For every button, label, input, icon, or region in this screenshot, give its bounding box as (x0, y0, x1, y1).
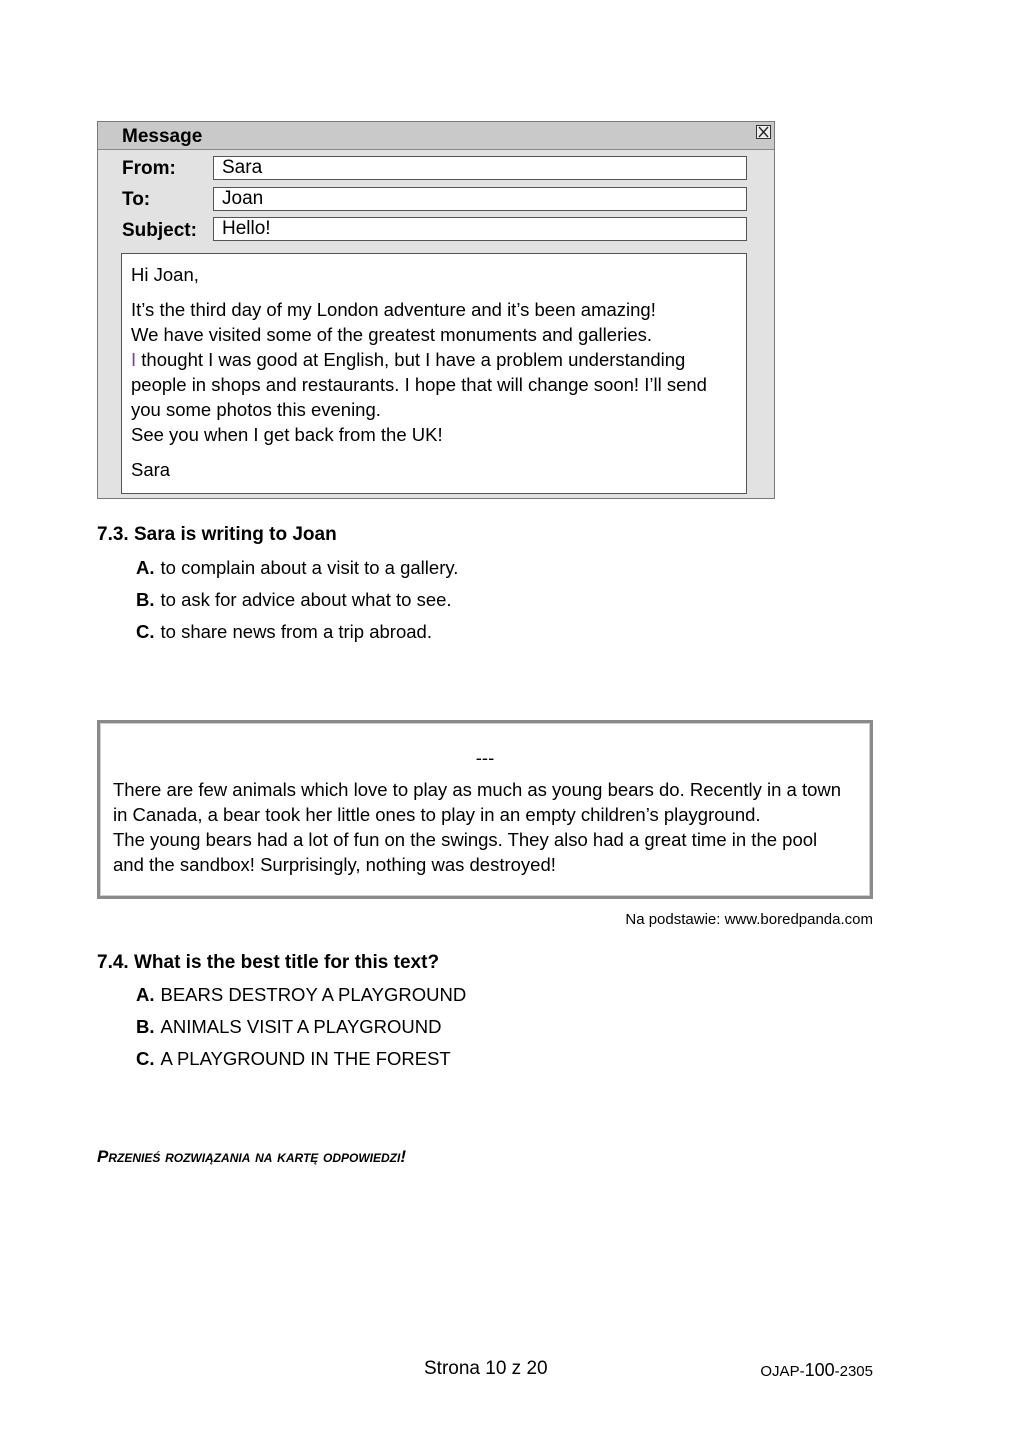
reading-line: in Canada, a bear took her little ones to play in an empty children’s playground. (113, 804, 761, 825)
email-window (97, 121, 775, 499)
email-greeting: Hi Joan, (131, 264, 199, 285)
source-note: Na podstawie: www.boredpanda.com (625, 911, 873, 928)
transfer-answers-note: Przenieś rozwiązania na kartę odpowiedzi! (97, 1147, 406, 1166)
question-7-3-option-b[interactable]: B. to ask for advice about what to see. (136, 589, 452, 610)
reading-line: The young bears had a lot of fun on the swings. They also had a great time in the pool (113, 829, 818, 850)
question-7-4-option-b[interactable]: B. ANIMALS VISIT A PLAYGROUND (136, 1016, 442, 1037)
email-line: people in shops and restaurants. I hope that will change soon! I’ll send (131, 374, 707, 395)
question-7-4-option-c[interactable]: C. A PLAYGROUND IN THE FOREST (136, 1048, 451, 1069)
question-7-3-option-a[interactable]: A. to complain about a visit to a gallery. (136, 557, 459, 578)
email-line: It’s the third day of my London adventure and it’s been amazing! (131, 299, 656, 320)
question-7-3-heading: 7.3. Sara is writing to Joan (97, 524, 337, 545)
from-label: From: (122, 158, 176, 179)
from-field[interactable]: Sara (213, 156, 747, 180)
email-line: We have visited some of the greatest monuments and galleries. (131, 324, 653, 345)
email-body[interactable] (121, 253, 747, 494)
email-line: you some photos this evening. (131, 399, 381, 420)
reading-text-title: --- (475, 747, 495, 768)
reading-line: There are few animals which love to play as much as young bears do. Recently in a town (113, 779, 842, 800)
reading-text-box (97, 720, 873, 899)
email-line: See you when I get back from the UK! (131, 424, 443, 445)
subject-field[interactable]: Hello! (213, 217, 747, 241)
email-title: Message (122, 126, 203, 147)
subject-label: Subject: (122, 220, 197, 241)
email-line (131, 347, 737, 372)
question-7-3-option-c[interactable]: C. to share news from a trip abroad. (136, 621, 432, 642)
page-number: Strona 10 z 20 (424, 1358, 548, 1379)
email-line-start: I (131, 349, 137, 370)
question-7-4-heading: 7.4. What is the best title for this text? (97, 952, 440, 973)
email-titlebar (98, 122, 774, 150)
email-signature: Sara (131, 459, 171, 480)
reading-line: and the sandbox! Surprisingly, nothing was destroyed! (113, 854, 556, 875)
close-icon[interactable] (756, 125, 771, 139)
to-field[interactable]: Joan (213, 187, 747, 211)
exam-code: OJAP-100-2305 (760, 1360, 873, 1380)
email-line-rest: thought I was good at English, but I have a problem understanding (136, 349, 686, 370)
to-label: To: (122, 189, 151, 210)
reading-text-body (113, 777, 863, 877)
question-7-4-option-a[interactable]: A. BEARS DESTROY A PLAYGROUND (136, 984, 467, 1005)
